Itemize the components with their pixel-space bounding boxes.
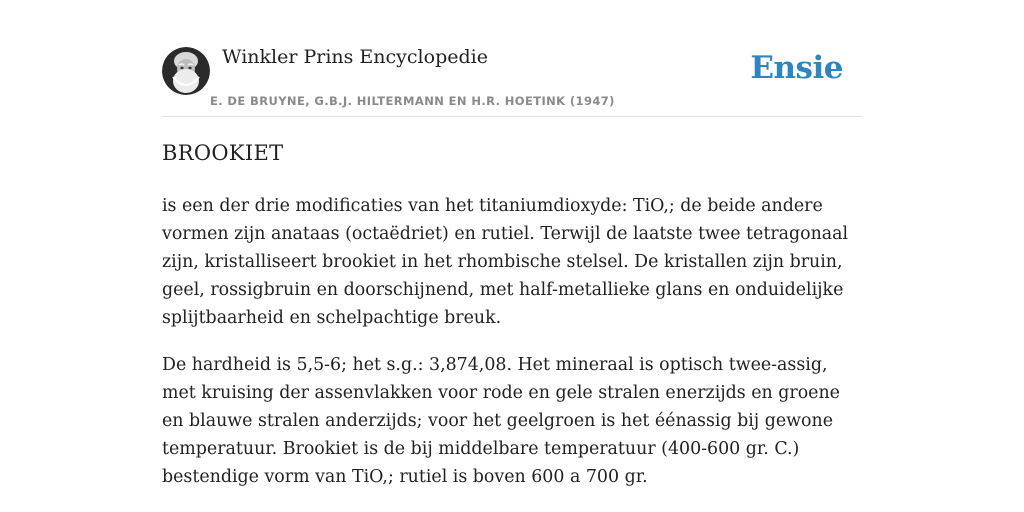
entry-title: BROOKIET: [162, 141, 284, 165]
entry-paragraph: De hardheid is 5,5-6; het s.g.: 3,874,08. Het mineraal is optisch twee-assig, met kruising der assenvlakken voor rode en gele stralen enerzijds en groene en blauwe stralen anderzijds; voor het geelgroen is het éénassig bij gewone temperatuur. Brookiet is de bij middelbare temperatuur (400-600 gr. C.) bestendige vorm van TiO,; rutiel is boven 600 a 700 gr.: [162, 355, 840, 487]
source-header: [162, 44, 862, 117]
author-avatar: [162, 47, 210, 95]
ensie-logo[interactable]: Ensie: [750, 50, 843, 86]
source-title[interactable]: Winkler Prins Encyclopedie: [222, 46, 488, 68]
source-authors: E. DE BRUYNE, G.B.J. HILTERMANN EN H.R. HOETINK (1947): [210, 94, 615, 108]
entry-paragraph: is een der drie modificaties van het titaniumdioxyde: TiO,; de beide andere vormen zijn anataas (octaëdriet) en rutiel. Terwijl de laatste twee tetragonaal zijn, kristalliseert brookiet in het rhombische stelsel. De kristallen zijn bruin, geel, rossigbruin en doorschijnend, met half-metallieke glans en onduidelijke splijtbaarheid en schelpachtige breuk.: [162, 196, 849, 328]
entry-body: [162, 192, 862, 510]
